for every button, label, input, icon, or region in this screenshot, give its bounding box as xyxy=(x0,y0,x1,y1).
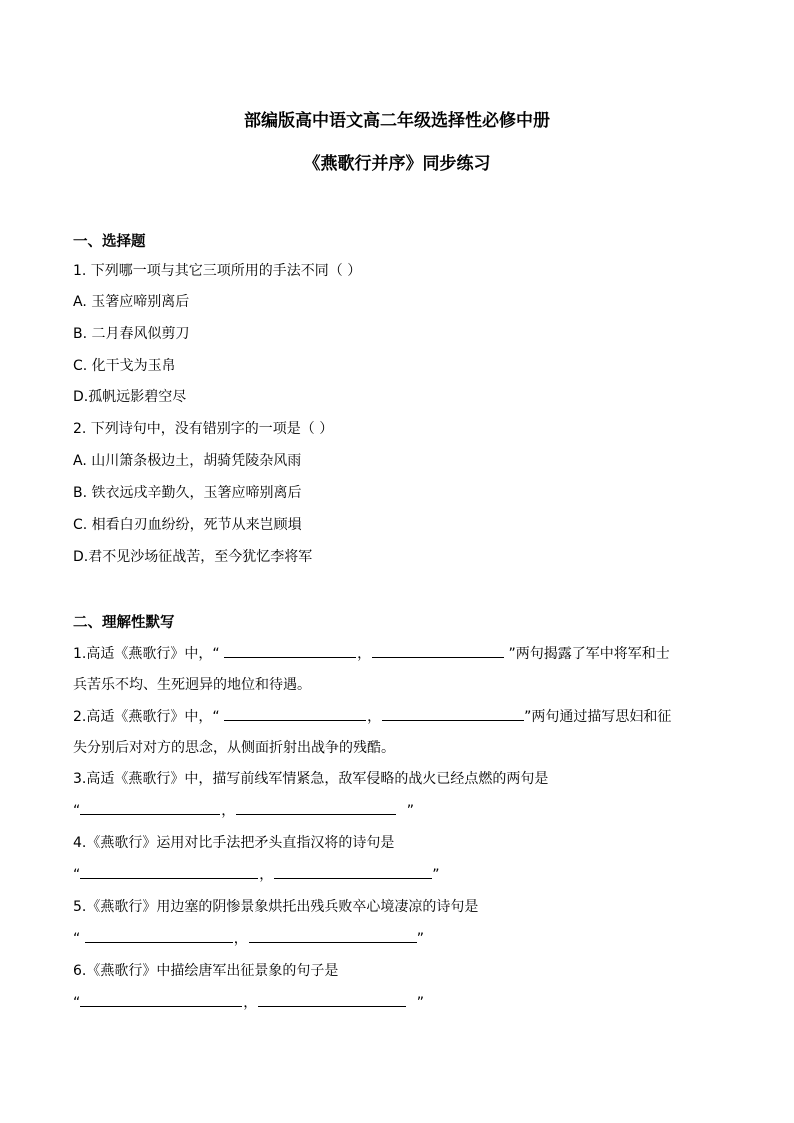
answer-blank[interactable] xyxy=(274,864,432,879)
blank-comma: ， xyxy=(221,803,236,819)
page-title: 部编版高中语文高二年级选择性必修中册 xyxy=(244,111,550,131)
fill-question-2 xyxy=(73,706,671,727)
fill-question-3-answer xyxy=(73,800,414,821)
close-quote: ” xyxy=(432,867,440,883)
fill-question-6: 6.《燕歌行》中描绘唐军出征景象的句子是 xyxy=(73,963,339,979)
blank-comma: ， xyxy=(357,646,372,662)
question-1-option-d: D.孤帆远影碧空尽 xyxy=(73,389,187,405)
answer-blank[interactable] xyxy=(224,706,366,721)
question-2-stem: 2. 下列诗句中，没有错别字的一项是（ ） xyxy=(73,421,334,437)
section-heading-multiple-choice: 一、选择题 xyxy=(73,234,146,250)
question-2-option-a: A. 山川箫条极边土，胡骑凭陵杂风雨 xyxy=(73,453,302,469)
answer-blank[interactable] xyxy=(372,643,504,658)
answer-blank[interactable] xyxy=(85,928,233,943)
close-quote: ” xyxy=(406,803,414,819)
fill-question-4: 4.《燕歌行》运用对比手法把矛头直指汉将的诗句是 xyxy=(73,835,395,851)
blank-comma: ， xyxy=(259,867,274,883)
fill-question-6-answer xyxy=(73,992,424,1013)
answer-blank[interactable] xyxy=(236,800,396,815)
fill-question-2-continuation: 失分别后对对方的思念，从侧面折射出战争的残酷。 xyxy=(73,740,395,756)
open-quote: “ xyxy=(73,931,81,947)
blank-comma: ， xyxy=(243,995,258,1011)
question-1-option-c: C. 化干戈为玉帛 xyxy=(73,358,176,374)
page-subtitle: 《燕歌行并序》同步练习 xyxy=(303,154,491,174)
question-2-option-b: B. 铁衣远戌辛勤久，玉箸应啼别离后 xyxy=(73,485,302,501)
fill-question-1-suffix: ”两句揭露了军中将军和士 xyxy=(508,646,670,662)
fill-question-4-answer xyxy=(73,864,440,885)
fill-question-1-continuation: 兵苦乐不均、生死迥异的地位和待遇。 xyxy=(73,677,311,693)
open-quote: “ xyxy=(73,803,81,819)
answer-blank[interactable] xyxy=(80,800,220,815)
section-heading-dictation: 二、理解性默写 xyxy=(73,615,175,631)
answer-blank[interactable] xyxy=(258,992,406,1007)
fill-question-1 xyxy=(73,643,670,664)
open-quote: “ xyxy=(73,995,81,1011)
fill-question-2-prefix: 2.高适《燕歌行》中，“ xyxy=(73,709,220,725)
question-1-option-b: B. 二月春风似剪刀 xyxy=(73,326,190,342)
blank-comma: ， xyxy=(233,931,248,947)
open-quote: “ xyxy=(73,867,81,883)
close-quote: ” xyxy=(416,931,424,947)
blank-comma: ， xyxy=(367,709,382,725)
question-1-option-a: A. 玉箸应啼别离后 xyxy=(73,294,190,310)
question-1-stem: 1. 下列哪一项与其它三项所用的手法不同（ ） xyxy=(73,263,362,279)
fill-question-1-prefix: 1.高适《燕歌行》中，“ xyxy=(73,646,220,662)
answer-blank[interactable] xyxy=(80,992,242,1007)
question-2-option-c: C. 相看白刃血纷纷，死节从来岂顾塤 xyxy=(73,517,302,533)
answer-blank[interactable] xyxy=(249,928,417,943)
fill-question-3: 3.高适《燕歌行》中，描写前线军情紧急，敌军侵略的战火已经点燃的两句是 xyxy=(73,771,549,787)
fill-question-5-answer xyxy=(73,928,424,949)
answer-blank[interactable] xyxy=(382,706,524,721)
fill-question-5: 5.《燕歌行》用边塞的阴惨景象烘托出残兵败卒心境凄凉的诗句是 xyxy=(73,899,479,915)
answer-blank[interactable] xyxy=(224,643,356,658)
close-quote: ” xyxy=(416,995,424,1011)
question-2-option-d: D.君不见沙场征战苦，至今犹忆李将军 xyxy=(73,549,313,565)
fill-question-2-suffix: ”两句通过描写思妇和征 xyxy=(524,709,672,725)
answer-blank[interactable] xyxy=(80,864,258,879)
